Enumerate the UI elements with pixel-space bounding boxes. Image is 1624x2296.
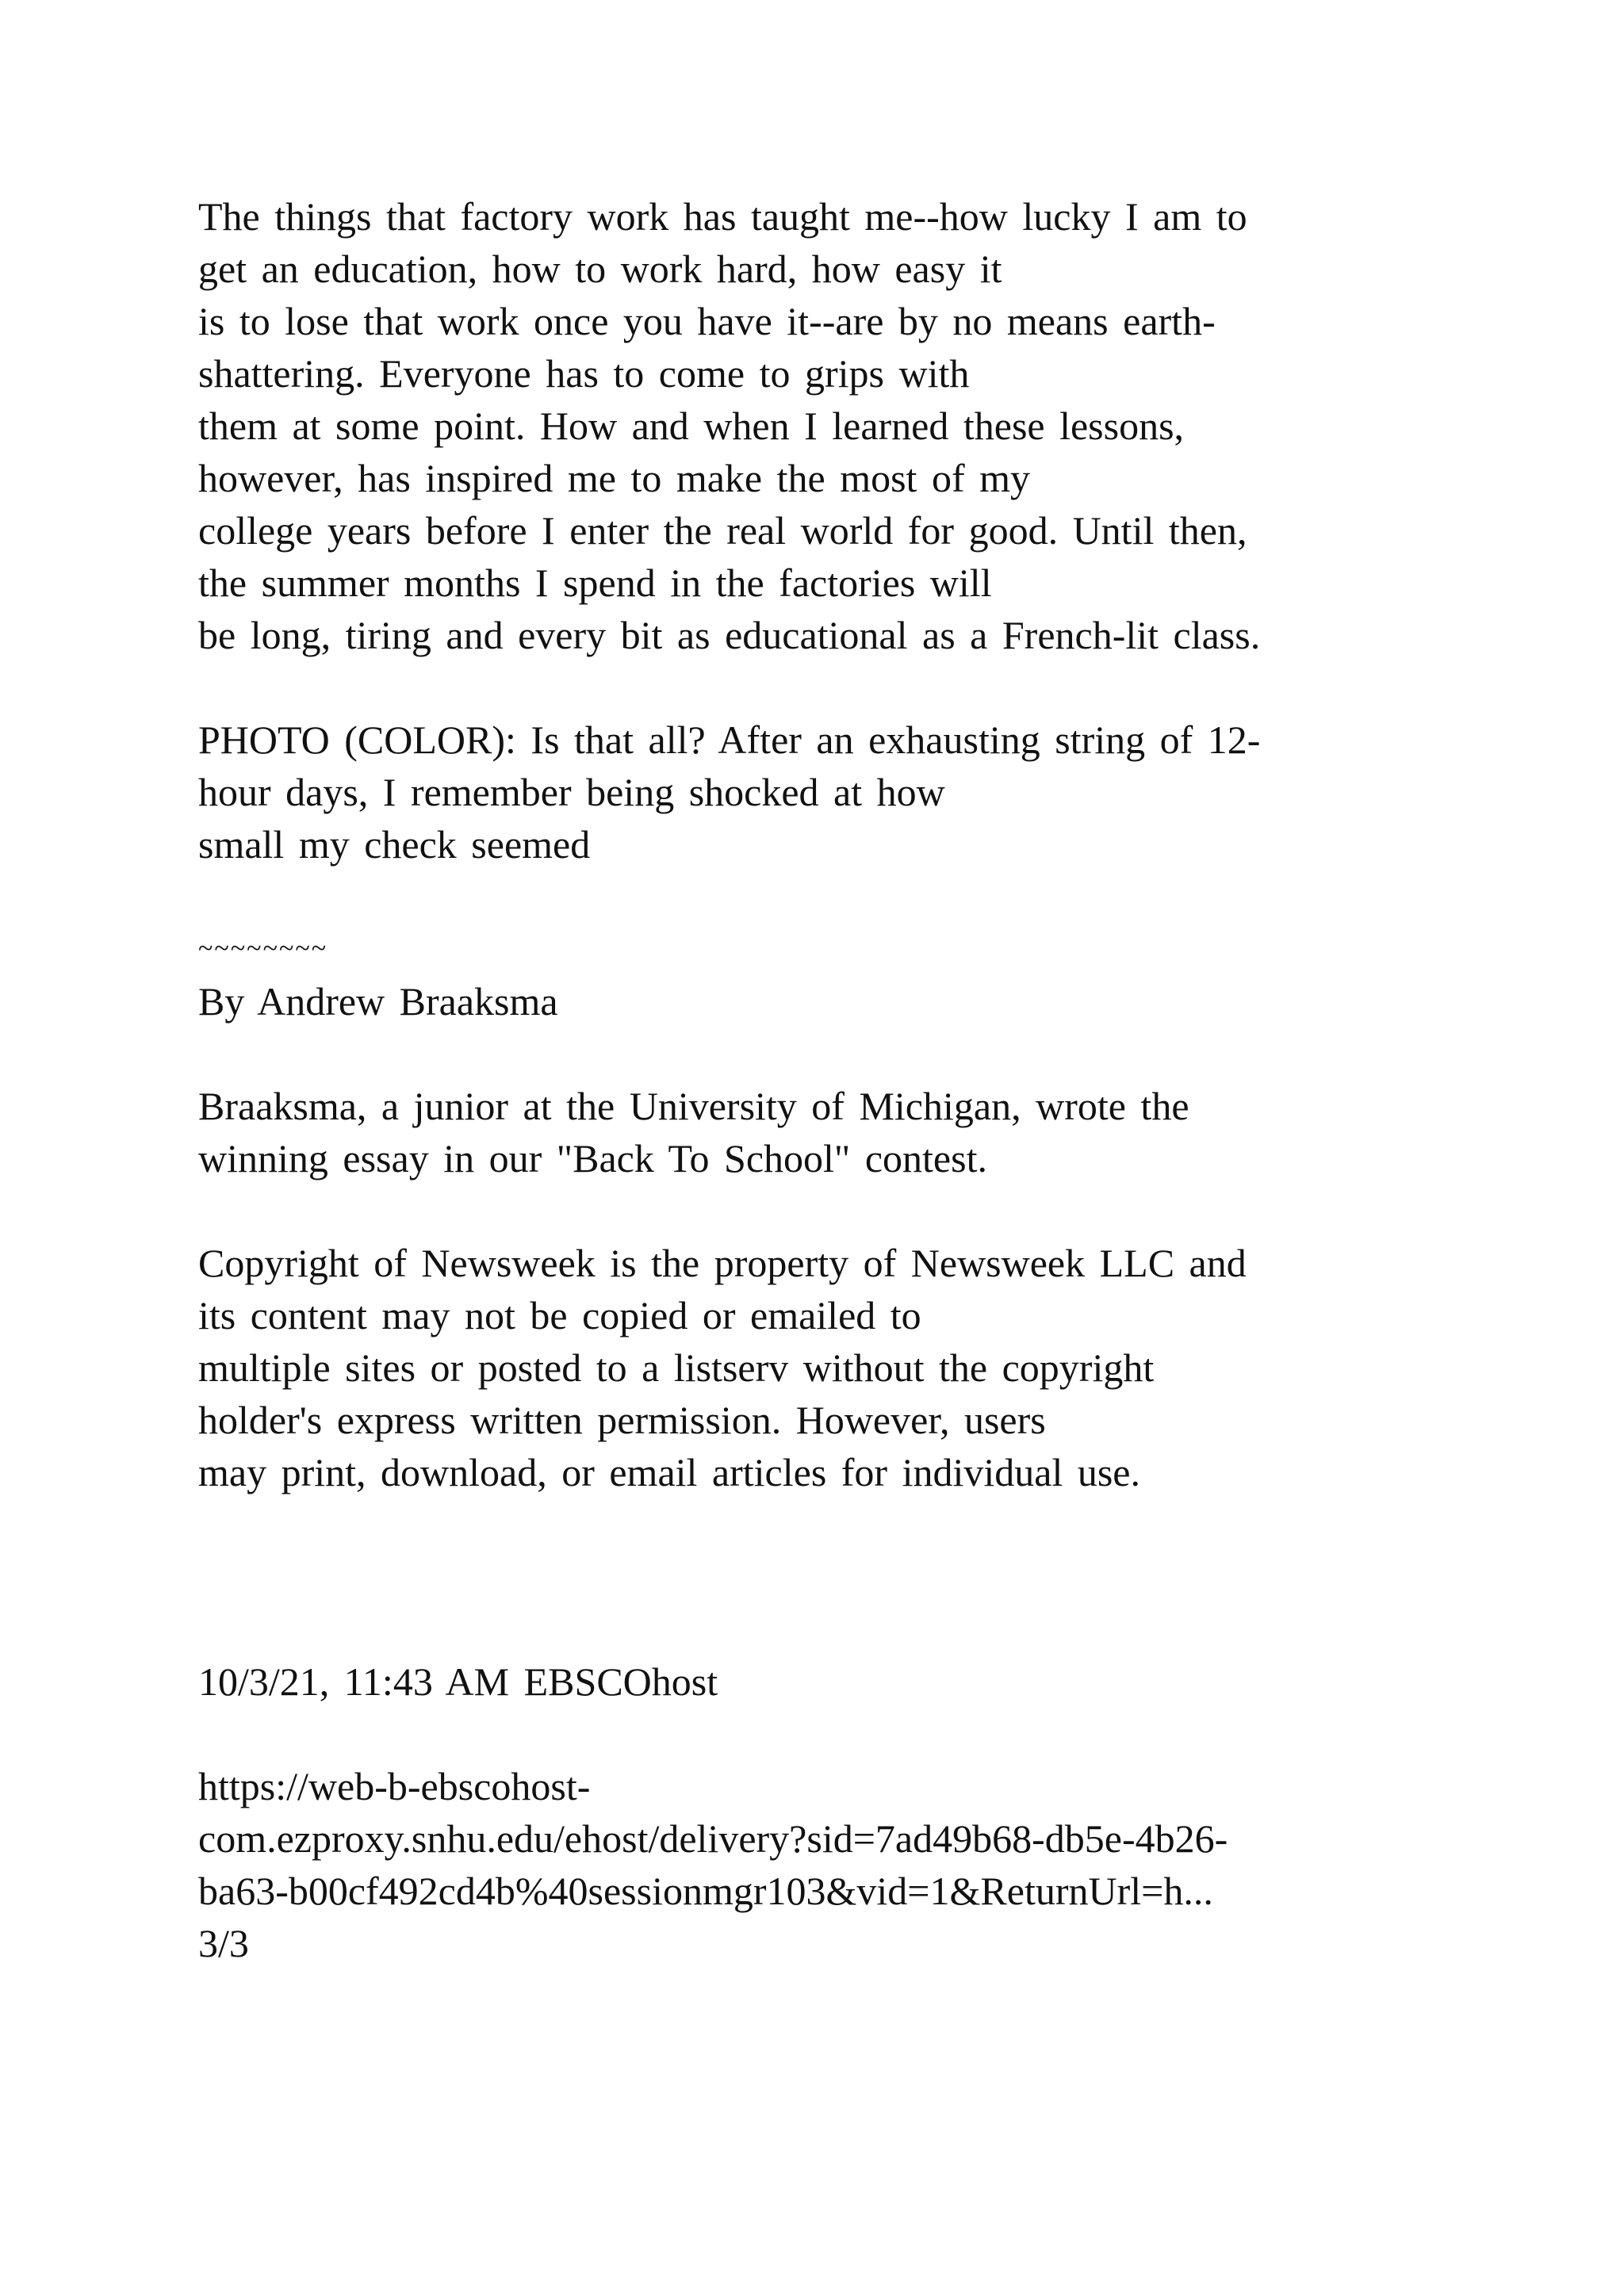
text-line: them at some point. How and when I learned these lessons, — [198, 404, 1185, 448]
text-line: shattering. Everyone has to come to grips with — [198, 351, 970, 396]
text-line: multiple sites or posted to a listserv without the copyright — [198, 1345, 1155, 1390]
byline: By Andrew Braaksma — [198, 979, 558, 1024]
text-line: Copyright of Newsweek is the property of Newsweek LLC and — [198, 1241, 1247, 1285]
footer-page-number: 3/3 — [198, 1921, 249, 1965]
text-line: The things that factory work has taught me--how lucky I am to — [198, 194, 1247, 239]
paragraph-spacer — [198, 1708, 1546, 1760]
article-paragraph — [198, 190, 1546, 661]
footer-url-line: com.ezproxy.snhu.edu/ehost/delivery?sid=7ad49b68-db5e-4b26- — [198, 1816, 1228, 1861]
text-line: may print, download, or email articles for individual use. — [198, 1450, 1140, 1494]
text-line: is to lose that work once you have it--are by no means earth- — [198, 299, 1216, 343]
text-line: PHOTO (COLOR): Is that all? After an exhausting string of 12- — [198, 718, 1261, 762]
text-line: small my check seemed — [198, 822, 591, 867]
footer-url-line: ba63-b00cf492cd4b%40sessionmgr103&vid=1&ReturnUrl=h... — [198, 1869, 1213, 1913]
paragraph-spacer — [198, 1027, 1546, 1080]
text-line: the summer months I spend in the factories will — [198, 561, 992, 605]
paragraph-spacer — [198, 661, 1546, 714]
copyright-notice — [198, 1237, 1546, 1498]
author-bio — [198, 1080, 1546, 1184]
print-footer — [198, 1655, 1546, 1969]
text-line: college years before I enter the real world for good. Until then, — [198, 508, 1247, 553]
text-line: winning essay in our "Back To School" contest. — [198, 1136, 987, 1181]
paragraph-spacer — [198, 1184, 1546, 1237]
footer-url-line: https://web-b-ebscohost- — [198, 1764, 591, 1808]
text-line: get an education, how to work hard, how easy it — [198, 247, 1002, 291]
text-line: holder's express written permission. However, users — [198, 1398, 1046, 1442]
text-line: Braaksma, a junior at the University of Michigan, wrote the — [198, 1084, 1189, 1128]
separator-tildes: ~~~~~~~~ — [198, 934, 328, 963]
text-line: its content may not be copied or emailed to — [198, 1293, 921, 1337]
footer-timestamp-source: 10/3/21, 11:43 AM EBSCOhost — [198, 1659, 718, 1704]
text-line: however, has inspired me to make the most of my — [198, 456, 1030, 500]
document-page — [198, 190, 1546, 1969]
text-line: be long, tiring and every bit as educational as a French-lit class. — [198, 613, 1261, 657]
text-line: hour days, I remember being shocked at how — [198, 770, 945, 814]
paragraph-spacer — [198, 871, 1546, 923]
photo-caption — [198, 714, 1546, 871]
paragraph-spacer — [198, 1498, 1546, 1655]
